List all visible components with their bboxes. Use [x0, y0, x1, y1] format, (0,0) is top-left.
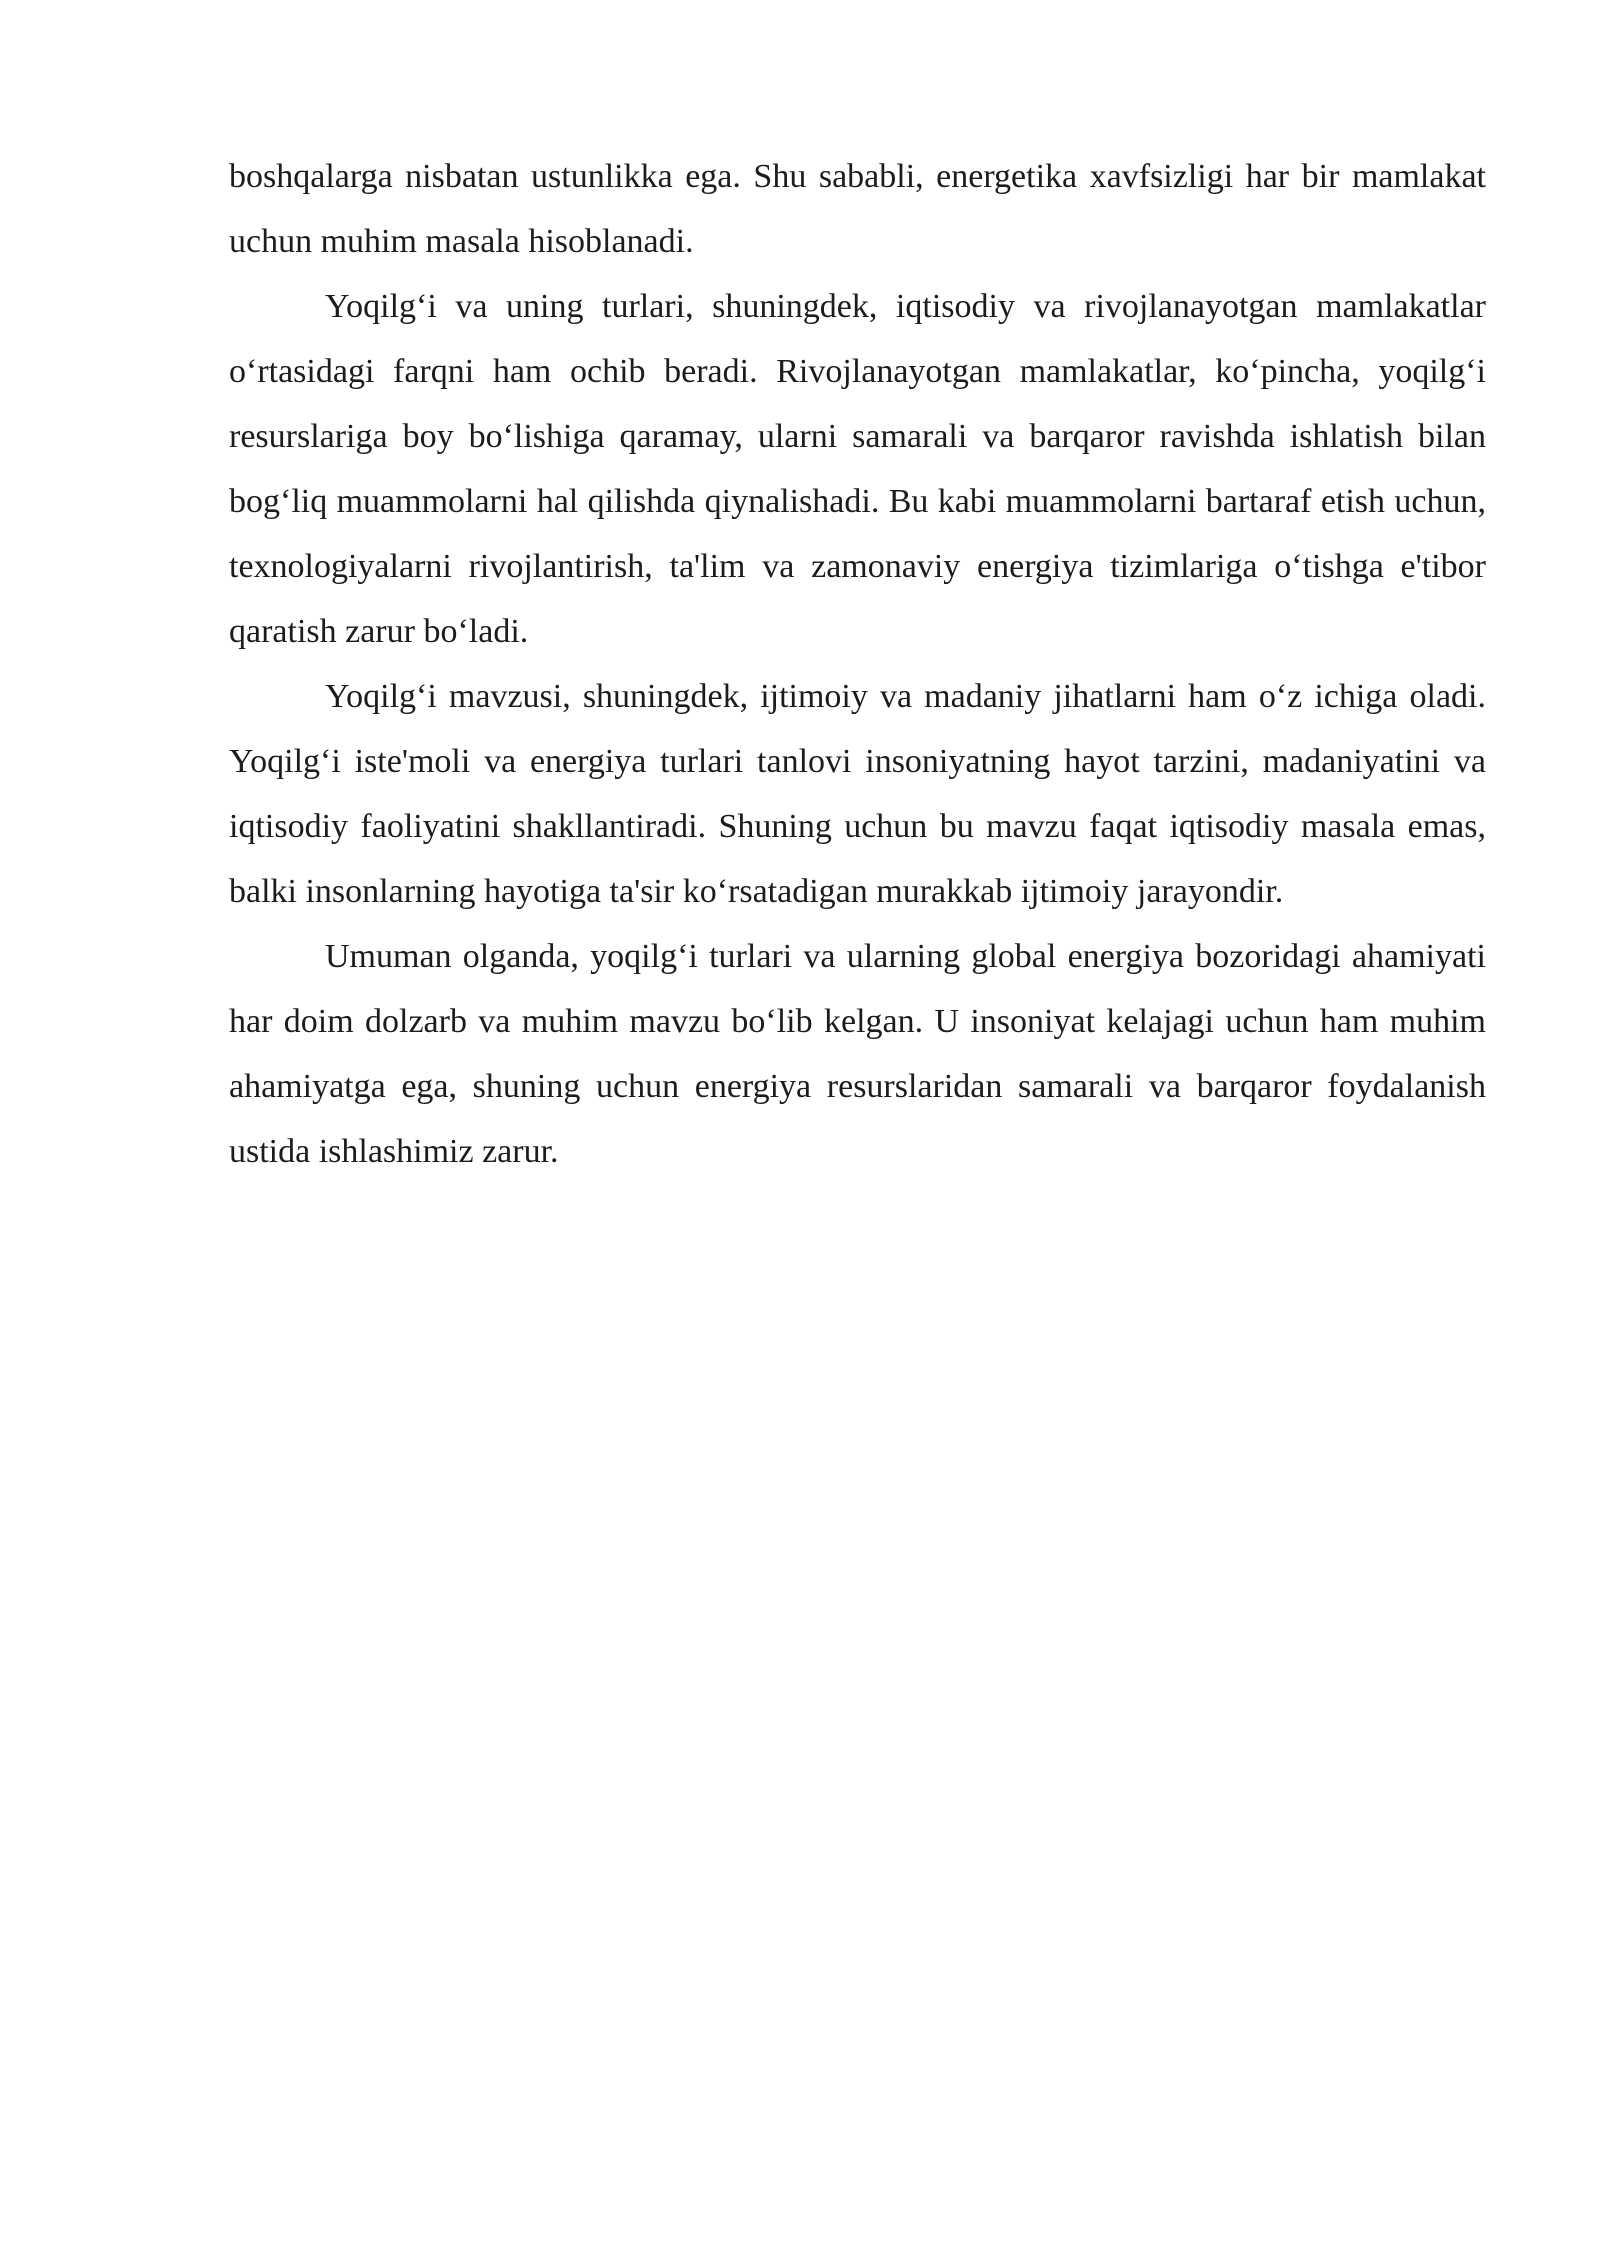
paragraph-social-cultural: Yoqilg‘i mavzusi, shuningdek, ijtimoiy va madaniy jihatlarni ham o‘z ichiga oladi. Yoqilg‘i iste'moli va energiya turlari tanlovi insoniyatning hayot tarzini, madaniyatini va iqtisodiy faoliyatini shakllantiradi. Shuning uchun bu mavzu faqat iqtisodiy masala emas, balki insonlarning hayotiga ta'sir ko‘rsatadigan murakkab ijtimoiy jarayondir.	[229, 678, 1486, 910]
paragraph-conclusion: Umuman olganda, yoqilg‘i turlari va ularning global energiya bozoridagi ahamiyati har doim dolzarb va muhim mavzu bo‘lib kelgan. U insoniyat kelajagi uchun ham muhim ahamiyatga ega, shuning uchun energiya resurslaridan samarali va barqaror foydalanish ustida ishlashimiz zarur.	[229, 938, 1486, 1170]
paragraph-developing-countries: Yoqilg‘i va uning turlari, shuningdek, iqtisodiy va rivojlanayotgan mamlakatlar o‘rtasidagi farqni ham ochib beradi. Rivojlanayotgan mamlakatlar, ko‘pincha, yoqilg‘i resurslariga boy bo‘lishiga qaramay, ularni samarali va barqaror ravishda ishlatish bilan bog‘liq muammolarni hal qilishda qiynalishadi. Bu kabi muammolarni bartaraf etish uchun, texnologiyalarni rivojlantirish, ta'lim va zamonaviy energiya tizimlariga o‘tishga e'tibor qaratish zarur bo‘ladi.	[229, 288, 1486, 650]
document-body	[229, 144, 1486, 1184]
paragraph-continuation: boshqalarga nisbatan ustunlikka ega. Shu sababli, energetika xavfsizligi har bir mamlakat uchun muhim masala hisoblanadi.	[229, 158, 1486, 260]
